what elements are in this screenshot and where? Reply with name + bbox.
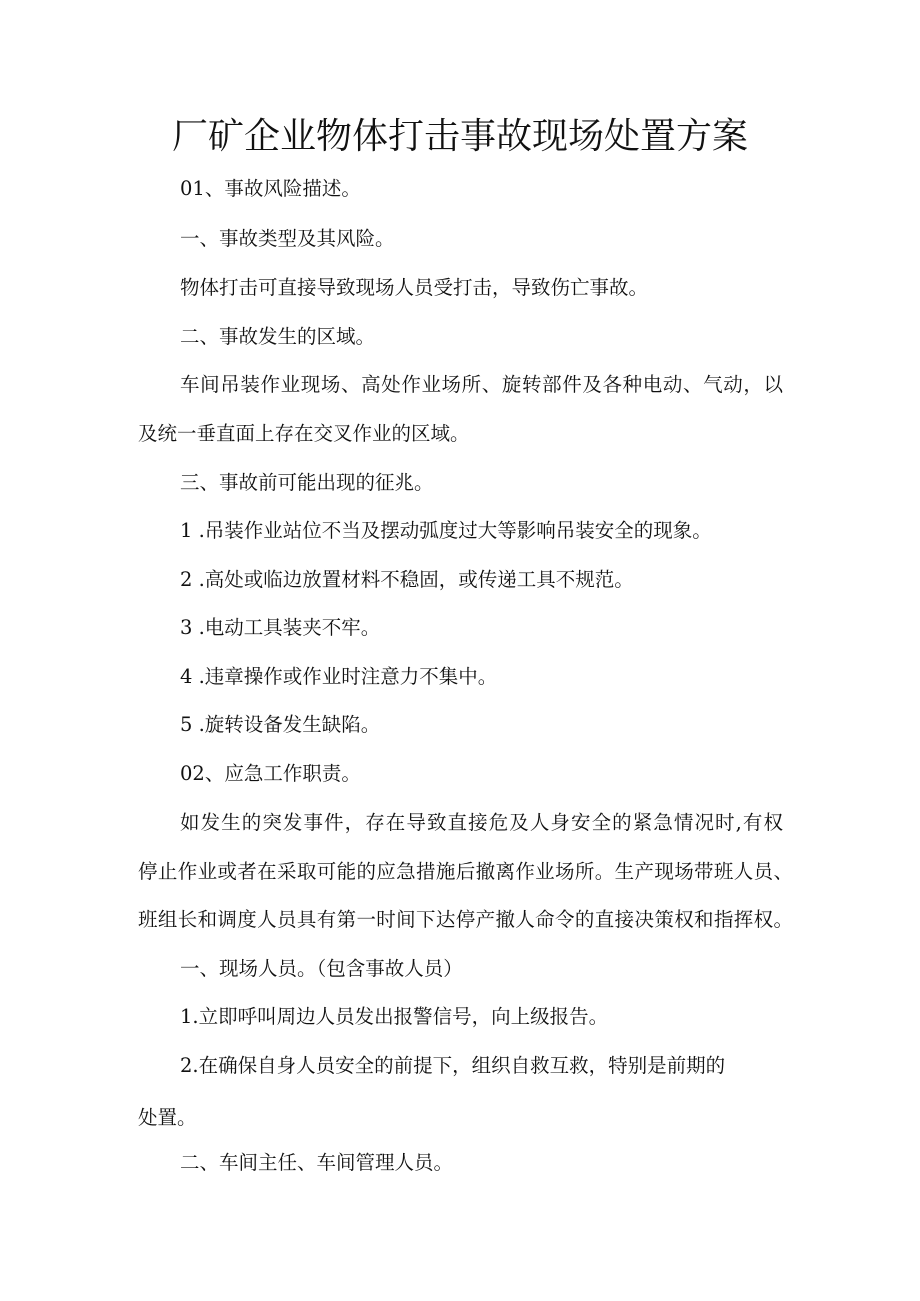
subheading-accident-type: 一、事故类型及其风险。 (180, 227, 395, 250)
list-item: 2 .高处或临边放置材料不稳固，或传递工具不规范。 (180, 568, 634, 591)
paragraph-line: 车间吊装作业现场、高处作业场所、旋转部件及各种电动、气动，以 (180, 373, 783, 396)
section-heading-duties: 02、应急工作职责。 (180, 762, 361, 785)
list-item: 1 .吊装作业站位不当及摆动弧度过大等影响吊装安全的现象。 (180, 519, 712, 542)
paragraph-line: 班组长和调度人员具有第一时间下达停产撤人命令的直接决策权和指挥权。 (138, 908, 793, 931)
section-heading-risk: 01、事故风险描述。 (180, 177, 361, 200)
subheading-area: 二、事故发生的区域。 (180, 325, 376, 348)
paragraph-line: 处置。 (138, 1106, 197, 1129)
list-item: 3 .电动工具装夹不牢。 (180, 616, 381, 639)
list-item: 5 .旋转设备发生缺陷。 (180, 713, 381, 736)
subheading-workshop-managers: 二、车间主任、车间管理人员。 (180, 1151, 454, 1174)
subheading-signs: 三、事故前可能出现的征兆。 (180, 471, 434, 494)
paragraph-line: 及统一垂直面上存在交叉作业的区域。 (138, 422, 470, 445)
list-item: 4 .违章操作或作业时注意力不集中。 (180, 665, 498, 688)
list-item: 1.立即呼叫周边人员发出报警信号，向上级报告。 (180, 1005, 609, 1028)
paragraph-line: 如发生的突发事件，存在导致直接危及人身安全的紧急情况时,有权 (180, 811, 783, 834)
document-title: 厂矿企业物体打击事故现场处置方案 (171, 116, 748, 157)
paragraph-line: 物体打击可直接导致现场人员受打击，导致伤亡事故。 (180, 276, 649, 299)
paragraph-line: 停止作业或者在采取可能的应急措施后撤离作业场所。生产现场带班人员、 (138, 860, 793, 883)
list-item: 2.在确保自身人员安全的前提下，组织自救互救，特别是前期的 (180, 1054, 726, 1077)
subheading-onsite-staff: 一、现场人员。（包含事故人员） (180, 957, 463, 980)
